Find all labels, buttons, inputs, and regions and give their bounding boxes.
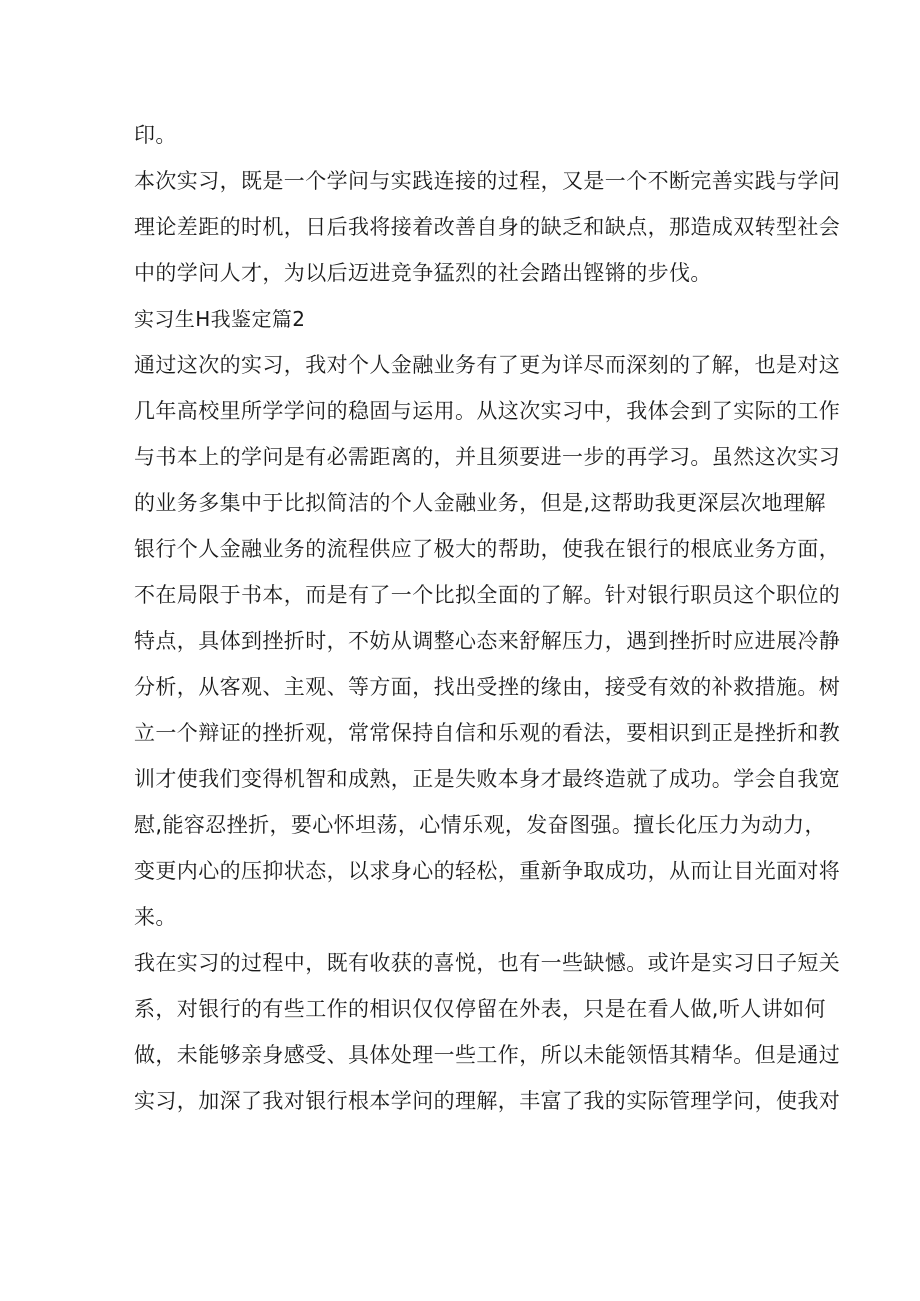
text-line: 做，未能够亲身感受、具体处理一些工作，所以未能领悟其精华。但是通过	[134, 1043, 841, 1067]
section-heading: 实习生H我鉴定篇2	[134, 307, 306, 331]
text-line: 印。	[134, 123, 177, 147]
text-line: 来。	[134, 905, 177, 929]
text-line: 慰,能容忍挫折，要心怀坦荡，心情乐观，发奋图强。擅长化压力为动力，	[134, 813, 826, 837]
text-line: 银行个人金融业务的流程供应了极大的帮助，使我在银行的根底业务方面，	[134, 537, 841, 561]
text-line: 通过这次的实习，我对个人金融业务有了更为详尽而深刻的了解，也是对这	[134, 353, 841, 377]
text-line: 几年高校里所学学问的稳固与运用。从这次实习中，我体会到了实际的工作	[134, 399, 841, 423]
text-line: 特点，具体到挫折时，不妨从调整心态来舒解压力，遇到挫折时应进展冷静	[134, 629, 841, 653]
text-line: 分析，从客观、主观、等方面，找出受挫的缘由，接受有效的补救措施。树	[134, 675, 841, 699]
document-body	[134, 112, 841, 1124]
text-line: 变更内心的压抑状态，以求身心的轻松，重新争取成功，从而让目光面对将	[134, 859, 841, 883]
text-line: 中的学问人才，为以后迈进竞争猛烈的社会踏出铿锵的步伐。	[134, 261, 712, 285]
text-line: 不在局限于书本，而是有了一个比拟全面的了解。针对银行职员这个职位的	[134, 583, 841, 607]
text-line: 理论差距的时机，日后我将接着改善自身的缺乏和缺点，那造成双转型社会	[134, 215, 841, 239]
text-line: 的业务多集中于比拟简洁的个人金融业务，但是,这帮助我更深层次地理解	[134, 491, 826, 515]
text-line: 我在实习的过程中，既有收获的喜悦，也有一些缺憾。或许是实习日子短关	[134, 951, 841, 975]
text-line: 系，对银行的有些工作的相识仅仅停留在外表，只是在看人做,听人讲如何	[134, 997, 826, 1021]
text-line: 与书本上的学问是有必需距离的，并且须要进一步的再学习。虽然这次实习	[134, 445, 841, 469]
text-line: 立一个辩证的挫折观，常常保持自信和乐观的看法，要相识到正是挫折和教	[134, 721, 841, 745]
text-line: 本次实习，既是一个学问与实践连接的过程，又是一个不断完善实践与学问	[134, 169, 841, 193]
text-line: 实习，加深了我对银行根本学问的理解，丰富了我的实际管理学问，使我对	[134, 1089, 841, 1113]
text-line: 训才使我们变得机智和成熟，正是失败本身才最终造就了成功。学会自我宽	[134, 767, 841, 791]
